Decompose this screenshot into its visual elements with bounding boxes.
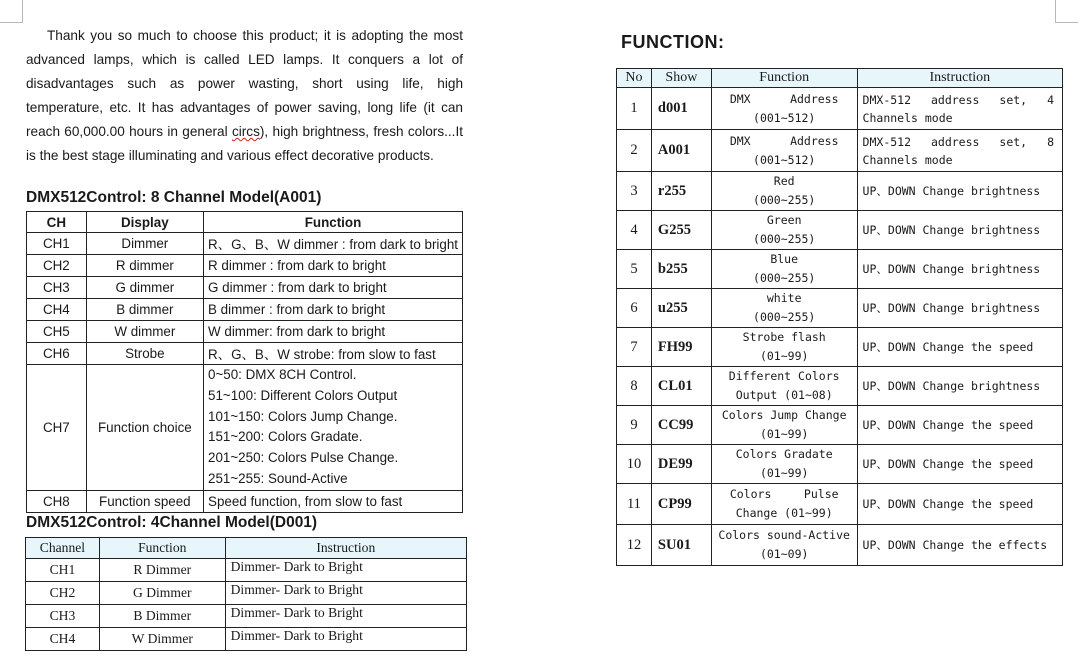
instruction-line-1: UP、DOWN Change brightness <box>862 301 1041 315</box>
cell-ch: CH8 <box>27 490 87 512</box>
column-header-instruction: Instruction <box>225 538 466 559</box>
cell-ch: CH4 <box>27 299 87 321</box>
cell-ch: CH5 <box>27 321 87 343</box>
column-header-display: Display <box>86 212 203 233</box>
cell-no: 12 <box>617 525 652 566</box>
function-line-2: (01~99) <box>759 466 809 480</box>
table-row <box>617 367 1063 406</box>
cell-no: 1 <box>617 88 652 130</box>
cell-instruction <box>857 172 1062 211</box>
cell-display: G dimmer <box>86 277 203 299</box>
column-header-channel: Channel <box>26 538 100 559</box>
function-line-1: DMX Address <box>729 133 839 148</box>
cell-function <box>711 130 857 172</box>
cell-function: Speed function, from slow to fast <box>204 490 463 512</box>
function-option: 51~100: Different Colors Output <box>208 387 398 403</box>
instruction-line-2: Channels mode <box>862 110 953 125</box>
cell-display: B dimmer <box>86 299 203 321</box>
cell-show: DE99 <box>651 445 711 484</box>
instruction-line-1: UP、DOWN Change the speed <box>862 418 1034 432</box>
table-header-row <box>27 212 463 233</box>
cell-no: 11 <box>617 484 652 525</box>
cell-channel: CH3 <box>26 605 100 628</box>
table-row <box>617 172 1063 211</box>
cell-display: Strobe <box>86 343 203 365</box>
cell-function <box>711 367 857 406</box>
function-option: 0~50: DMX 8CH Control. <box>208 367 357 382</box>
column-header-function: Function <box>711 69 857 88</box>
cell-instruction: Dimmer- Dark to Bright <box>225 582 466 605</box>
cell-display: Function choice <box>86 365 203 491</box>
column-header-function: Function <box>204 212 463 233</box>
cell-instruction <box>857 289 1062 328</box>
cell-instruction <box>857 328 1062 367</box>
cell-function <box>711 406 857 445</box>
function-line-2: Output (01~08) <box>735 388 833 402</box>
cell-function: R dimmer : from dark to bright <box>204 255 463 277</box>
cell-no: 10 <box>617 445 652 484</box>
cell-display: W dimmer <box>86 321 203 343</box>
function-line-1: white <box>766 291 802 305</box>
function-line-2: (000~255) <box>753 232 816 246</box>
instruction-line-1: UP、DOWN Change brightness <box>862 379 1041 393</box>
cell-show: r255 <box>651 172 711 211</box>
function-line-2: Change (01~99) <box>735 506 833 520</box>
intro-paragraph <box>26 24 463 168</box>
cell-function <box>711 525 857 566</box>
cell-function: R Dimmer <box>99 559 225 582</box>
table-row <box>617 130 1063 172</box>
cell-no: 8 <box>617 367 652 406</box>
cell-instruction <box>857 406 1062 445</box>
cell-instruction <box>857 445 1062 484</box>
instruction-line-1: UP、DOWN Change the effects <box>862 538 1048 552</box>
cell-ch: CH1 <box>27 233 87 255</box>
cell-show: CL01 <box>651 367 711 406</box>
cell-display: Function speed <box>86 490 203 512</box>
cell-function: B dimmer : from dark to bright <box>204 299 463 321</box>
cell-ch: CH3 <box>27 277 87 299</box>
cell-function: R、G、B、W dimmer : from dark to bright <box>204 233 463 255</box>
cell-function: W dimmer: from dark to bright <box>204 321 463 343</box>
table-row <box>27 233 463 255</box>
cell-show: G255 <box>651 211 711 250</box>
table-row <box>617 289 1063 328</box>
cell-function: B Dimmer <box>99 605 225 628</box>
instruction-line-1: UP、DOWN Change brightness <box>862 223 1041 237</box>
cell-instruction <box>857 211 1062 250</box>
table-4-channel <box>25 537 467 651</box>
table-row <box>27 490 463 512</box>
cell-function <box>711 484 857 525</box>
intro-text-part2: ), high brightness, fresh colors...It is the best stage illuminating and various effect decorative products. <box>26 124 463 163</box>
cell-function <box>711 250 857 289</box>
instruction-line-1: UP、DOWN Change brightness <box>862 184 1041 198</box>
table-row <box>27 343 463 365</box>
section-title-8-channel: DMX512Control: 8 Channel Model(A001) <box>26 189 322 206</box>
cell-display: Dimmer <box>86 233 203 255</box>
cell-function: G dimmer : from dark to bright <box>204 277 463 299</box>
function-line-1: Blue <box>770 252 799 266</box>
cell-instruction <box>857 484 1062 525</box>
cell-channel: CH2 <box>26 582 100 605</box>
function-line-1: Strobe flash <box>742 330 826 344</box>
cell-no: 7 <box>617 328 652 367</box>
table-row <box>26 582 467 605</box>
function-table <box>616 68 1063 566</box>
table-row <box>617 328 1063 367</box>
column-header-ch: CH <box>27 212 87 233</box>
cell-show: SU01 <box>651 525 711 566</box>
table-8-channel <box>26 211 463 513</box>
function-line-2: (01~99) <box>759 427 809 441</box>
table-row <box>27 277 463 299</box>
cell-show: d001 <box>651 88 711 130</box>
cell-function <box>711 211 857 250</box>
table-row <box>617 88 1063 130</box>
section-title-4-channel: DMX512Control: 4Channel Model(D001) <box>26 514 318 531</box>
cell-show: A001 <box>651 130 711 172</box>
cell-instruction <box>857 367 1062 406</box>
intro-text-part1: Thank you so much to choose this product; it is adopting the most advanced lamps, which is called LED lamps. It conquers a lot of disadvantages such as power wasting, short using life, high temperature, etc. It has advantages of power saving, long life (it can reach 60,000.00 hours in general <box>26 28 463 139</box>
function-line-1: Green <box>766 213 802 227</box>
function-line-2: (000~255) <box>753 271 816 285</box>
table-row <box>617 525 1063 566</box>
instruction-line-1: UP、DOWN Change the speed <box>862 457 1034 471</box>
cell-ch: CH7 <box>27 365 87 491</box>
cell-instruction <box>857 525 1062 566</box>
column-header-no: No <box>617 69 652 88</box>
table-row <box>26 605 467 628</box>
function-line-2: (001~512) <box>753 110 816 125</box>
table-row <box>617 484 1063 525</box>
cell-no: 3 <box>617 172 652 211</box>
cell-no: 2 <box>617 130 652 172</box>
function-option: 151~200: Colors Gradate. <box>208 429 363 445</box>
cell-instruction <box>857 88 1062 130</box>
cell-function <box>711 445 857 484</box>
cell-channel: CH1 <box>26 559 100 582</box>
column-header-instruction: Instruction <box>857 69 1062 88</box>
table-header-row <box>26 538 467 559</box>
instruction-line-2: Channels mode <box>862 152 953 167</box>
function-line-1: Colors Pulse <box>729 487 839 501</box>
table-row-ch7 <box>27 365 463 491</box>
function-line-1: Colors Jump Change <box>721 408 847 422</box>
cell-instruction: Dimmer- Dark to Bright <box>225 559 466 582</box>
table-row <box>617 445 1063 484</box>
function-option: 101~150: Colors Jump Change. <box>208 408 398 424</box>
cell-ch: CH2 <box>27 255 87 277</box>
cell-function: G Dimmer <box>99 582 225 605</box>
column-header-function: Function <box>99 538 225 559</box>
function-line-1: Different Colors <box>728 369 840 383</box>
cell-show: FH99 <box>651 328 711 367</box>
function-line-1: Red <box>773 174 795 188</box>
instruction-line-1: UP、DOWN Change the speed <box>862 497 1034 511</box>
cell-show: b255 <box>651 250 711 289</box>
cell-ch: CH6 <box>27 343 87 365</box>
cell-no: 6 <box>617 289 652 328</box>
cell-no: 5 <box>617 250 652 289</box>
instruction-line-1: UP、DOWN Change the speed <box>862 340 1034 354</box>
function-line-2: (01~09) <box>759 547 809 561</box>
cell-no: 9 <box>617 406 652 445</box>
function-line-1: Colors Gradate <box>735 447 833 461</box>
function-section-title: FUNCTION: <box>621 32 725 52</box>
table-row <box>26 559 467 582</box>
cell-function <box>711 289 857 328</box>
function-line-1: Colors sound-Active <box>718 528 850 542</box>
cell-display: R dimmer <box>86 255 203 277</box>
cell-function <box>711 88 857 130</box>
function-line-1: DMX Address <box>729 91 839 106</box>
table-row <box>26 628 467 651</box>
cell-instruction: Dimmer- Dark to Bright <box>225 628 466 651</box>
page-corner-mark-top-left <box>0 0 23 23</box>
cell-instruction: Dimmer- Dark to Bright <box>225 605 466 628</box>
table-row <box>27 299 463 321</box>
cell-instruction <box>857 250 1062 289</box>
function-line-2: (001~512) <box>753 152 816 167</box>
function-line-2: (000~255) <box>753 310 816 324</box>
function-line-2: (000~255) <box>753 193 816 207</box>
cell-show: u255 <box>651 289 711 328</box>
function-option: 251~255: Sound-Active <box>208 470 348 486</box>
instruction-line-1: UP、DOWN Change brightness <box>862 262 1041 276</box>
cell-function <box>711 172 857 211</box>
table-row <box>27 321 463 343</box>
table-row <box>27 255 463 277</box>
function-option: 201~250: Colors Pulse Change. <box>208 450 399 466</box>
page-corner-mark-top-right <box>1055 0 1078 23</box>
cell-function: R、G、B、W strobe: from slow to fast <box>204 343 463 365</box>
column-header-show: Show <box>651 69 711 88</box>
intro-underlined-word: circs <box>231 124 260 139</box>
cell-function-options <box>204 365 463 491</box>
cell-show: CP99 <box>651 484 711 525</box>
function-line-2: (01~99) <box>759 349 809 363</box>
cell-show: CC99 <box>651 406 711 445</box>
table-row <box>617 250 1063 289</box>
table-header-row <box>617 69 1063 88</box>
cell-function: W Dimmer <box>99 628 225 651</box>
instruction-line-1: DMX-512 address set, 8 <box>862 134 1054 149</box>
instruction-line-1: DMX-512 address set, 4 <box>862 92 1054 107</box>
table-row <box>617 406 1063 445</box>
cell-function <box>711 328 857 367</box>
cell-channel: CH4 <box>26 628 100 651</box>
function-table-body <box>617 88 1063 566</box>
cell-instruction <box>857 130 1062 172</box>
cell-no: 4 <box>617 211 652 250</box>
table-row <box>617 211 1063 250</box>
